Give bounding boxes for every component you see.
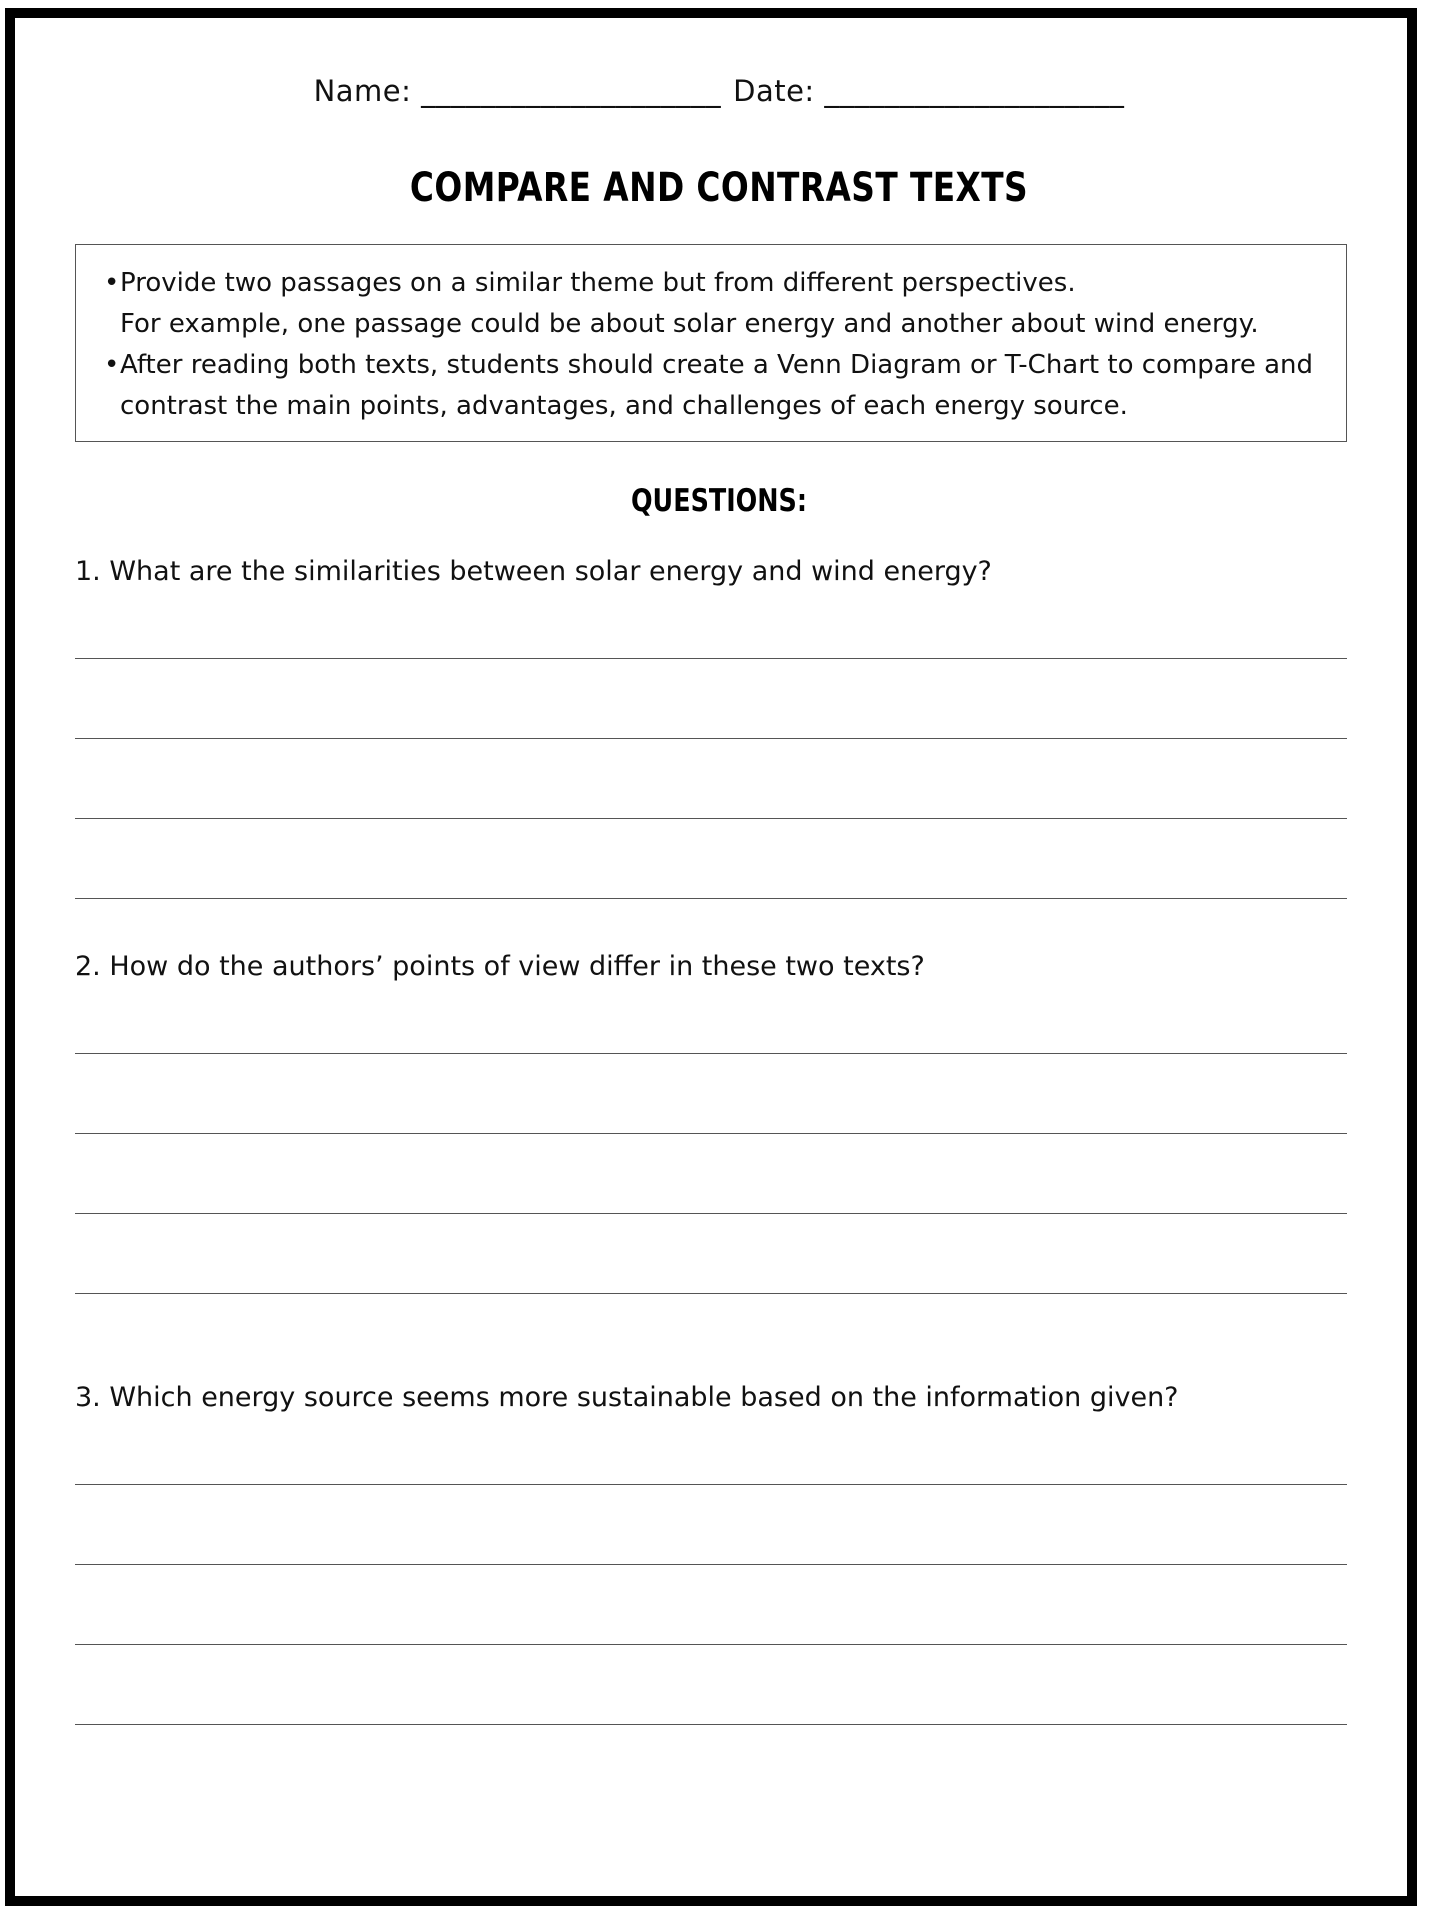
answer-line[interactable] bbox=[75, 1053, 1347, 1054]
answer-line[interactable] bbox=[75, 1133, 1347, 1134]
answer-line[interactable] bbox=[75, 818, 1347, 819]
answer-line[interactable] bbox=[75, 738, 1347, 739]
page-title: COMPARE AND CONTRAST TEXTS bbox=[409, 165, 1029, 211]
question-1: 1. What are the similarities between solar energy and wind energy? bbox=[75, 556, 992, 587]
answer-line[interactable] bbox=[75, 1293, 1347, 1294]
date-field[interactable]: Date: ____________________ bbox=[733, 74, 1125, 108]
questions-heading: QUESTIONS: bbox=[630, 483, 808, 519]
instruction-text: Provide two passages on a similar theme but from different perspectives. bbox=[120, 268, 1076, 298]
instruction-text: contrast the main points, advantages, and challenges of each energy source. bbox=[120, 391, 1128, 421]
instructions-box bbox=[75, 244, 1347, 442]
question-3: 3. Which energy source seems more sustainable based on the information given? bbox=[75, 1382, 1179, 1413]
answer-line[interactable] bbox=[75, 898, 1347, 899]
instruction-bullet bbox=[104, 345, 1326, 427]
answer-line[interactable] bbox=[75, 1213, 1347, 1214]
instruction-text: After reading both texts, students should create a Venn Diagram or T-Chart to compare and bbox=[120, 350, 1314, 380]
answer-line[interactable] bbox=[75, 658, 1347, 659]
name-field[interactable]: Name: ____________________ bbox=[313, 74, 722, 108]
answer-line[interactable] bbox=[75, 1484, 1347, 1485]
instruction-text: For example, one passage could be about solar energy and another about wind energy. bbox=[120, 309, 1259, 339]
bullet-icon: • bbox=[104, 350, 120, 380]
instruction-bullet bbox=[104, 263, 1326, 345]
answer-line[interactable] bbox=[75, 1644, 1347, 1645]
name-date-header bbox=[0, 74, 1438, 108]
bullet-icon: • bbox=[104, 268, 120, 298]
question-2: 2. How do the authors’ points of view differ in these two texts? bbox=[75, 951, 925, 982]
answer-line[interactable] bbox=[75, 1564, 1347, 1565]
answer-line[interactable] bbox=[75, 1724, 1347, 1725]
